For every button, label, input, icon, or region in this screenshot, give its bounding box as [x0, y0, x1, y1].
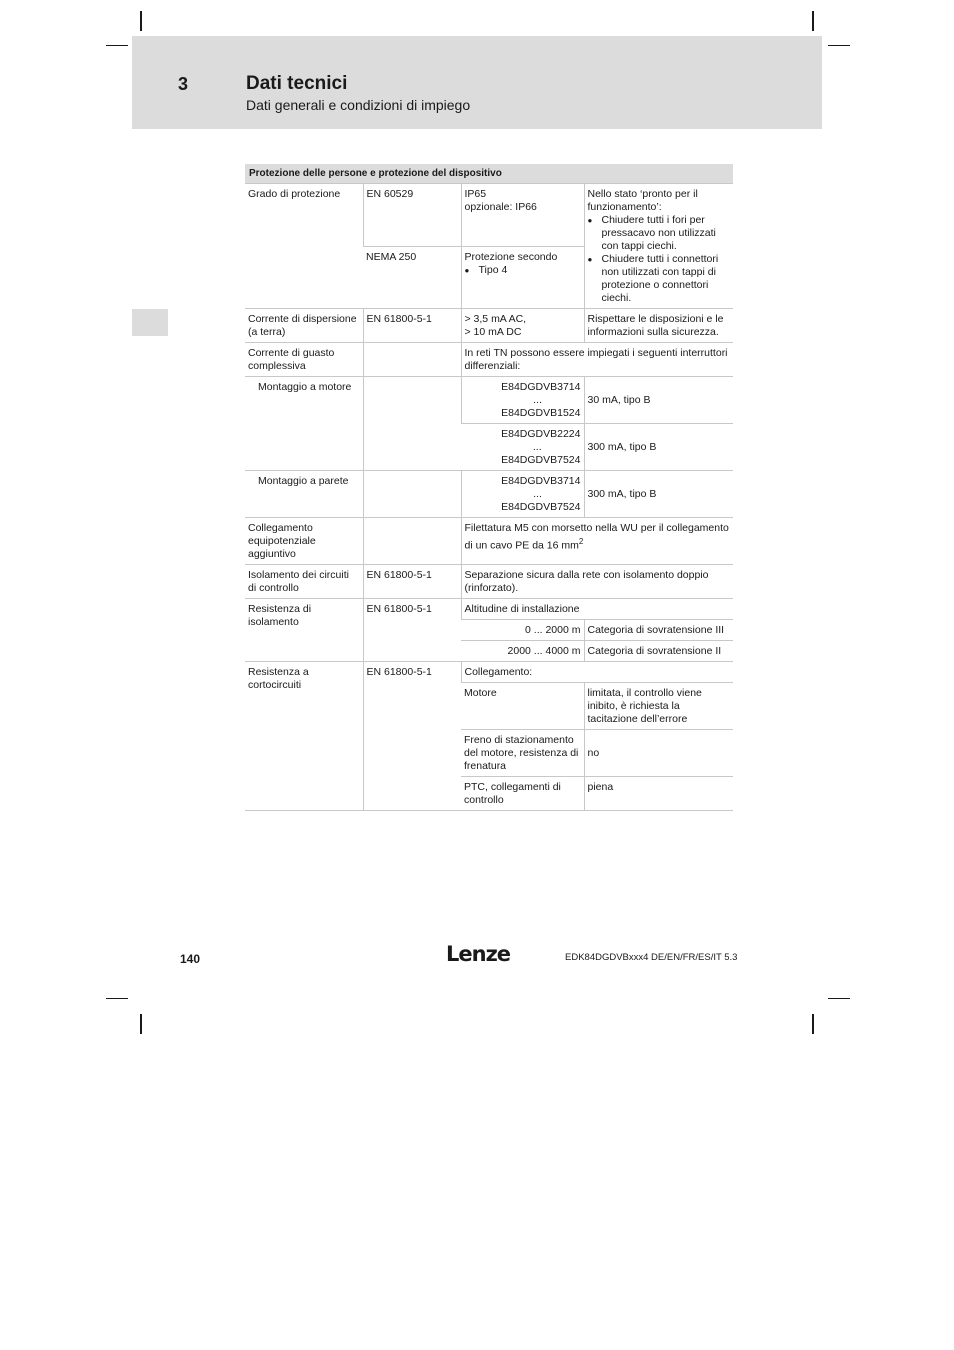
connection-cell: PTC, collegamenti di controllo [461, 777, 584, 811]
row-label: Resistenza di isolamento [245, 599, 363, 662]
value-cell: piena [584, 777, 733, 811]
value-cell: 300 mA, tipo B [584, 424, 733, 471]
row-label: Resistenza a cortocircuiti [245, 662, 363, 811]
bullet-item: ● Chiudere tutti i fori per pressacavo non utilizzati con tappi ciechi. [602, 214, 731, 253]
table-row [245, 377, 733, 424]
model-range-cell: E84DGDVB3714 ... E84DGDVB7524 [461, 471, 584, 518]
crop-mark [812, 11, 814, 31]
value-cell: Protezione secondo ● Tipo 4 [461, 247, 584, 309]
value-cell: In reti TN possono essere impiegati i seguenti interruttori differenziali: [461, 343, 733, 377]
crop-mark [812, 1014, 814, 1034]
table-row [245, 518, 733, 565]
row-label: Corrente di dispersione (a terra) [245, 309, 363, 343]
crop-mark [140, 1014, 142, 1034]
standard-cell: EN 61800-5-1 [363, 599, 461, 662]
bullet-item: ● Chiudere tutti i connettori non utilizzati con tappi di protezione o connettori ciechi. [602, 253, 731, 305]
table-row [245, 309, 733, 343]
row-label: Montaggio a parete [245, 471, 363, 518]
section-title: Dati generali e condizioni di impiego [246, 97, 471, 113]
row-label: Isolamento dei circuiti di controllo [245, 565, 363, 599]
table-row [245, 471, 733, 518]
sub-heading-cell: Collegamento: [461, 662, 733, 683]
standard-cell: NEMA 250 [363, 247, 461, 309]
chapter-title: Dati tecnici [246, 73, 348, 94]
standard-cell [363, 377, 461, 471]
value-cell: 30 mA, tipo B [584, 377, 733, 424]
standard-cell: EN 61800-5-1 [363, 309, 461, 343]
altitude-cell: 0 ... 2000 m [461, 620, 584, 641]
value-cell: Filettatura M5 con morsetto nella WU per il collegamento di un cavo PE da 16 $mm^2$ [461, 518, 733, 565]
bullet-item: ● Tipo 4 [479, 264, 581, 277]
chapter-header-band [132, 36, 822, 129]
table-row [245, 184, 733, 247]
value-cell: > 3,5 mA AC, > 10 mA DC [461, 309, 584, 343]
standard-cell: EN 61800-5-1 [363, 565, 461, 599]
crop-mark [106, 998, 128, 999]
table-header-row [245, 164, 733, 184]
connection-cell: Motore [461, 683, 584, 730]
spec-table [245, 164, 733, 811]
chapter-number: 3 [178, 74, 189, 94]
standard-cell [363, 343, 461, 377]
lenze-logo: Lenze [446, 942, 511, 966]
standard-cell: EN 60529 [363, 184, 461, 247]
table-row [245, 599, 733, 620]
sub-heading-cell: Altitudine di installazione [461, 599, 733, 620]
value-cell: limitata, il controllo viene inibito, è richiesta la tacitazione dell’errore [584, 683, 733, 730]
row-label: Corrente di guasto complessiva [245, 343, 363, 377]
model-range-cell: E84DGDVB3714 ... E84DGDVB1524 [461, 377, 584, 424]
crop-mark [828, 45, 850, 46]
model-range-cell: E84DGDVB2224 ... E84DGDVB7524 [461, 424, 584, 471]
value-cell: no [584, 730, 733, 777]
table-title: Protezione delle persone e protezione del dispositivo [245, 164, 733, 184]
connection-cell: Freno di stazionamento del motore, resistenza di frenatura [461, 730, 584, 777]
standard-cell [363, 471, 461, 518]
value-cell: Categoria di sovratensione III [584, 620, 733, 641]
side-tab-marker [132, 309, 168, 336]
table-row [245, 343, 733, 377]
page-number: 140 [180, 952, 201, 966]
table-row [245, 662, 733, 683]
altitude-cell: 2000 ... 4000 m [461, 641, 584, 662]
standard-cell: EN 61800-5-1 [363, 662, 461, 811]
row-label: Collegamento equipotenziale aggiuntivo [245, 518, 363, 565]
standard-cell [363, 518, 461, 565]
row-label: Grado di protezione [245, 184, 363, 309]
crop-mark [140, 11, 142, 31]
value-cell: Separazione sicura dalla rete con isolamento doppio (rinforzato). [461, 565, 733, 599]
value-cell: 300 mA, tipo B [584, 471, 733, 518]
value-cell: IP65 opzionale: IP66 [461, 184, 584, 247]
note-cell: Nello stato ‘pronto per il funzionamento’: ● Chiudere tutti i fori per pressacavo non utilizzati con tappi ciechi. ● Chiudere tutti i connettori non utilizzati con tappi di protezione o connettori ciechi. [584, 184, 733, 309]
crop-mark [106, 45, 128, 46]
crop-mark [828, 998, 850, 999]
table-row [245, 565, 733, 599]
note-cell: Rispettare le disposizioni e le informazioni sulla sicurezza. [584, 309, 733, 343]
value-cell: Categoria di sovratensione II [584, 641, 733, 662]
document-id: EDK84DGDVBxxx4 DE/EN/FR/ES/IT 5.3 [565, 952, 738, 963]
row-label: Montaggio a motore [245, 377, 363, 471]
